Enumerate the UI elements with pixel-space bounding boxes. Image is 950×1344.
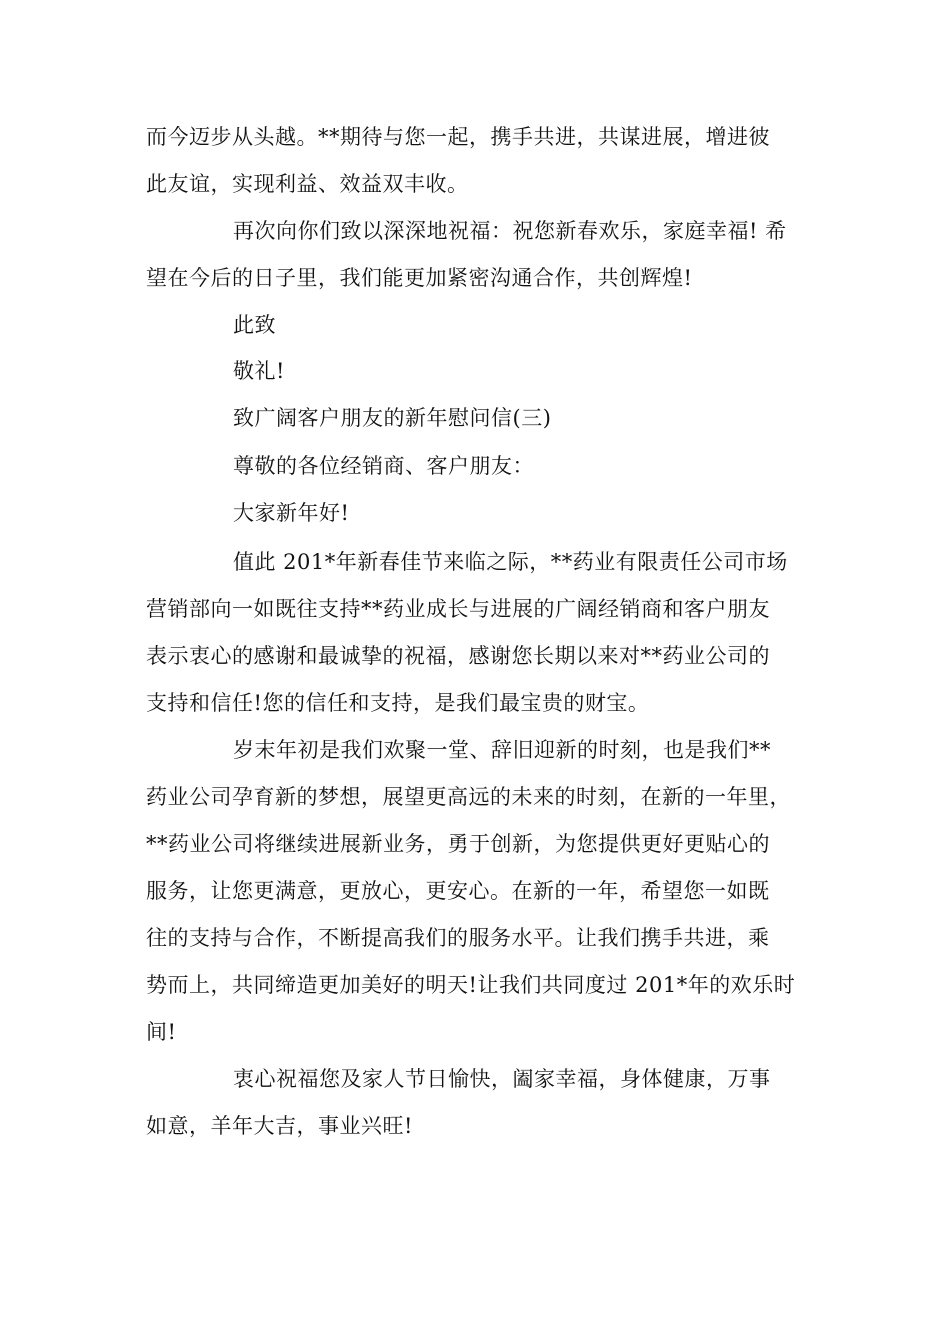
closing-line: 此致	[233, 313, 276, 337]
text-line: 服务，让您更满意，更放心，更安心。在新的一年，希望您一如既	[146, 879, 770, 903]
greeting: 大家新年好!	[233, 501, 350, 525]
text-line: 药业公司孕育新的梦想，展望更高远的未来的时刻，在新的一年里，	[146, 785, 791, 809]
text-line: 营销部向一如既往支持**药业成长与进展的广阔经销商和客户朋友	[146, 597, 770, 621]
text-line: 值此 201*年新春佳节来临之际，**药业有限责任公司市场	[233, 550, 788, 574]
text-line: 而今迈步从头越。**期待与您一起，携手共进，共谋进展，增进彼	[146, 125, 770, 149]
text-line: 表示衷心的感谢和最诚挚的祝福，感谢您长期以来对**药业公司的	[146, 644, 770, 668]
closing-line: 敬礼!	[233, 359, 285, 383]
salutation: 尊敬的各位经销商、客户朋友：	[233, 454, 534, 478]
text-line: 此友谊，实现利益、效益双丰收。	[146, 172, 469, 196]
text-line: 岁末年初是我们欢聚一堂、辞旧迎新的时刻，也是我们**	[233, 738, 771, 762]
text-line: 衷心祝福您及家人节日愉快，阖家幸福，身体健康，万事	[233, 1067, 771, 1091]
text-line: 势而上，共同缔造更加美好的明天!让我们共同度过 201*年的欢乐时	[146, 973, 796, 997]
text-line: **药业公司将继续进展新业务，勇于创新，为您提供更好更贴心的	[146, 832, 770, 856]
text-line: 间!	[146, 1020, 177, 1044]
text-line: 往的支持与合作，不断提高我们的服务水平。让我们携手共进，乘	[146, 926, 770, 950]
text-line: 如意，羊年大吉，事业兴旺!	[146, 1114, 413, 1138]
text-line: 再次向你们致以深深地祝福：祝您新春欢乐，家庭幸福! 希	[233, 219, 787, 243]
letter-title: 致广阔客户朋友的新年慰问信(三)	[233, 406, 552, 430]
text-line: 望在今后的日子里，我们能更加紧密沟通合作，共创辉煌!	[146, 266, 693, 290]
text-line: 支持和信任!您的信任和支持，是我们最宝贵的财宝。	[146, 691, 650, 715]
